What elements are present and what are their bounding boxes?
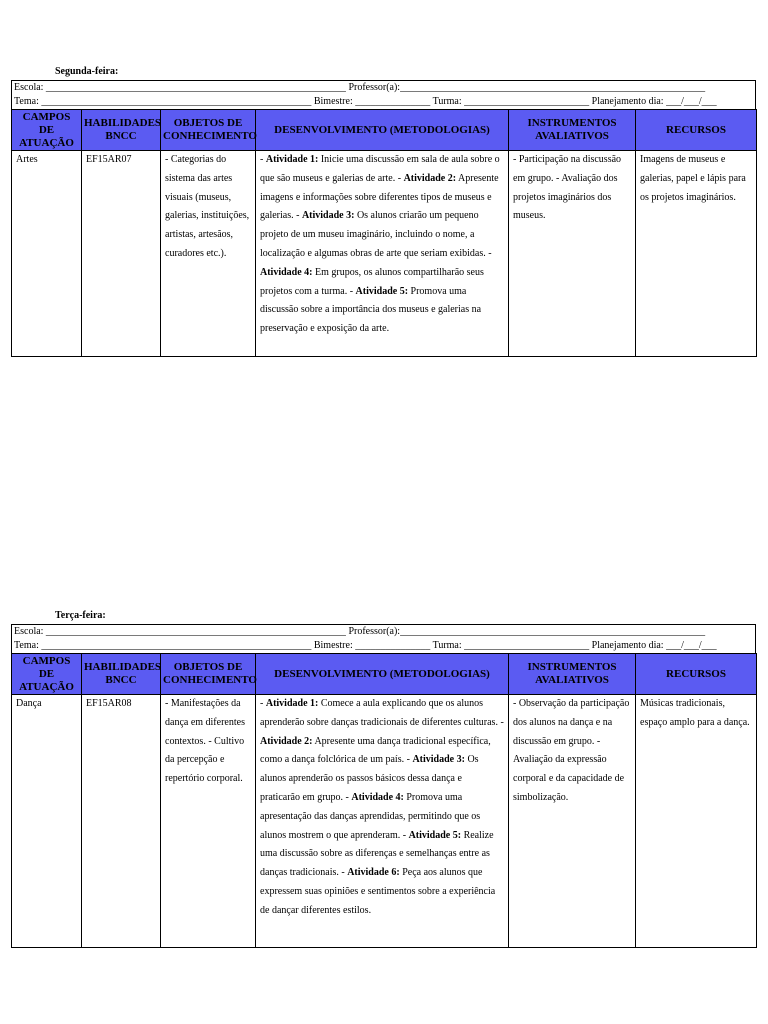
day-title: Terça-feira: (55, 610, 106, 621)
habilidade-cell: EF15AR07 (82, 151, 161, 357)
atividade-text: Apresente imagens e informações sobre diferentes tipos de museus e galerias. - (260, 172, 499, 222)
atividade-text: Os alunos aprenderão os passos básicos dessa dança e praticarão em grupo. - (260, 754, 479, 803)
day-title: Segunda-feira: (55, 66, 119, 77)
planejamento-field[interactable]: Planejamento dia: ___/___/___ (591, 640, 717, 651)
atividade-text: Realize uma discussão sobre as diferenças e semelhanças entre as danças tradicionais. - (260, 829, 494, 879)
escola-field[interactable]: Escola: ____________________________________________________________ (14, 82, 346, 93)
instrumentos-cell: - Participação na discussão em grupo. - Avaliação dos projetos imaginários dos museus. (509, 151, 636, 357)
turma-field[interactable]: Turma: _________________________ (432, 96, 590, 107)
tema-field[interactable]: Tema: ______________________________________________________ (14, 96, 312, 107)
col-instrumentos: INSTRUMENTOS AVALIATIVOS (509, 110, 636, 151)
planejamento-field[interactable]: Planejamento dia: ___/___/___ (591, 96, 717, 107)
atividade-label: Atividade 3: (412, 754, 465, 766)
desenvolvimento-cell: - Atividade 1: Inicie uma discussão em sala de aula sobre o que são museus e galerias de arte. - Atividade 2: Apresente imagens e informações sobre diferentes tipos de museus e galerias. - Atividade 3: Os alunos criarão um pequeno projeto de um museu imaginário, incluindo o nome, a localização e algumas obras de arte que seriam exibidas. - Atividade 4: Em grupos, os alunos compartilharão seus projetos com a turma. - Atividade 5: Promova uma discussão sobre a importância dos museus e galerias na preservação e exposição da arte. (256, 151, 509, 357)
col-campos: CAMPOS DE ATUAÇÃO (12, 110, 82, 151)
header-row-1 (12, 81, 755, 95)
atividade-label: Atividade 4: (351, 791, 404, 803)
header-fields (11, 624, 756, 653)
atividade-label: Atividade 6: (347, 867, 400, 879)
table-header-row (12, 110, 757, 151)
table-row (12, 695, 757, 948)
col-recursos: RECURSOS (636, 110, 757, 151)
professor-field[interactable]: Professor(a):_____________________________________________________________ (348, 82, 706, 93)
plan-table (11, 109, 757, 357)
bimestre-field[interactable]: Bimestre: _______________ (313, 96, 431, 107)
atividade-label: Atividade 3: (301, 210, 355, 222)
objetos-cell: - Categorias do sistema das artes visuais (museus, galerias, instituições, artistas, artesãos, curadores etc.). (161, 151, 256, 357)
atividade-label: Atividade 2: (403, 172, 457, 184)
atividade-text: Inicie uma discussão em sala de aula sobre o que são museus e galerias de arte. - (260, 154, 500, 184)
objetos-cell: - Manifestações da dança em diferentes contextos. - Cultivo da percepção e repertório corporal. (161, 695, 256, 948)
tema-field[interactable]: Tema: ______________________________________________________ (14, 640, 312, 651)
habilidade-cell: EF15AR08 (82, 695, 161, 948)
atividade-text: Em grupos, os alunos compartilharão seus projetos com a turma. - (260, 266, 484, 297)
col-habilidades: HABILIDADES BNCC (82, 654, 161, 695)
col-recursos: RECURSOS (636, 654, 757, 695)
col-objetos: OBJETOS DE CONHECIMENTO (161, 654, 256, 695)
col-campos: CAMPOS DE ATUAÇÃO (12, 654, 82, 695)
table-header-row (12, 654, 757, 695)
atividade-label: Atividade 5: (355, 285, 409, 297)
recursos-cell: Imagens de museus e galerias, papel e lápis para os projetos imaginários. (636, 151, 757, 357)
plan-table (11, 653, 757, 948)
bimestre-field[interactable]: Bimestre: _______________ (313, 640, 431, 651)
atividade-text: Comece a aula explicando que os alunos aprenderão sobre danças tradicionais de diferentes culturas. - (260, 698, 504, 728)
instrumentos-cell: - Observação da participação dos alunos na dança e na discussão em grupo. - Avaliação da expressão corporal e da capacidade de simbolização. (509, 695, 636, 948)
plan-block-monday (11, 80, 756, 357)
header-row-1 (12, 625, 755, 639)
header-fields (11, 80, 756, 109)
atividade-label: Atividade 1: (265, 698, 319, 709)
col-desenvolvimento: DESENVOLVIMENTO (METODOLOGIAS) (256, 654, 509, 695)
atividade-text: Promova uma discussão sobre a importância dos museus e galerias na preservação e exposição da arte. (260, 285, 482, 335)
header-row-2 (12, 639, 755, 653)
campo-cell: Dança (12, 695, 82, 948)
plan-block-tuesday (11, 624, 756, 948)
atividade-label: Atividade 2: (260, 735, 313, 747)
atividade-label: Atividade 5: (408, 829, 462, 841)
desenvolvimento-cell: - Atividade 1: Comece a aula explicando que os alunos aprenderão sobre danças tradicionais de diferentes culturas. - Atividade 2: Apresente uma dança tradicional específica, como a dança folclórica de um país. - Atividade 3: Os alunos aprenderão os passos básicos dessa dança e praticarão em grupo. - Atividade 4: Promova uma apresentação das danças aprendidas, permitindo que os alunos mostrem o que aprenderam. - Atividade 5: Realize uma discussão sobre as diferenças e semelhanças entre as danças tradicionais. - Atividade 6: Peça aos alunos que expressem suas opiniões e sentimentos sobre a experiência de dançar diferentes estilos. (256, 695, 509, 948)
col-instrumentos: INSTRUMENTOS AVALIATIVOS (509, 654, 636, 695)
col-desenvolvimento: DESENVOLVIMENTO (METODOLOGIAS) (256, 110, 509, 151)
turma-field[interactable]: Turma: _________________________ (432, 640, 590, 651)
atividade-text: Peça aos alunos que expressem suas opiniões e sentimentos sobre a experiência de dançar diferentes estilos. (260, 867, 496, 916)
campo-cell: Artes (12, 151, 82, 357)
escola-field[interactable]: Escola: ____________________________________________________________ (14, 626, 346, 637)
atividade-text: Promova uma apresentação das danças aprendidas, permitindo que os alunos mostrem o que aprenderam. - (260, 791, 481, 841)
atividade-text: Os alunos criarão um pequeno projeto de um museu imaginário, incluindo o nome, a localização e algumas obras de arte que seriam exibidas. - (260, 210, 492, 259)
col-habilidades: HABILIDADES BNCC (82, 110, 161, 151)
table-row (12, 151, 757, 357)
col-objetos: OBJETOS DE CONHECIMENTO (161, 110, 256, 151)
header-row-2 (12, 95, 755, 109)
recursos-cell: Músicas tradicionais, espaço amplo para a dança. (636, 695, 757, 948)
atividade-label: Atividade 4: (260, 266, 313, 278)
professor-field[interactable]: Professor(a):_____________________________________________________________ (348, 626, 706, 637)
atividade-label: Atividade 1: (265, 154, 319, 165)
atividade-text: Apresente uma dança tradicional específica, como a dança folclórica de um país. - (260, 735, 491, 766)
